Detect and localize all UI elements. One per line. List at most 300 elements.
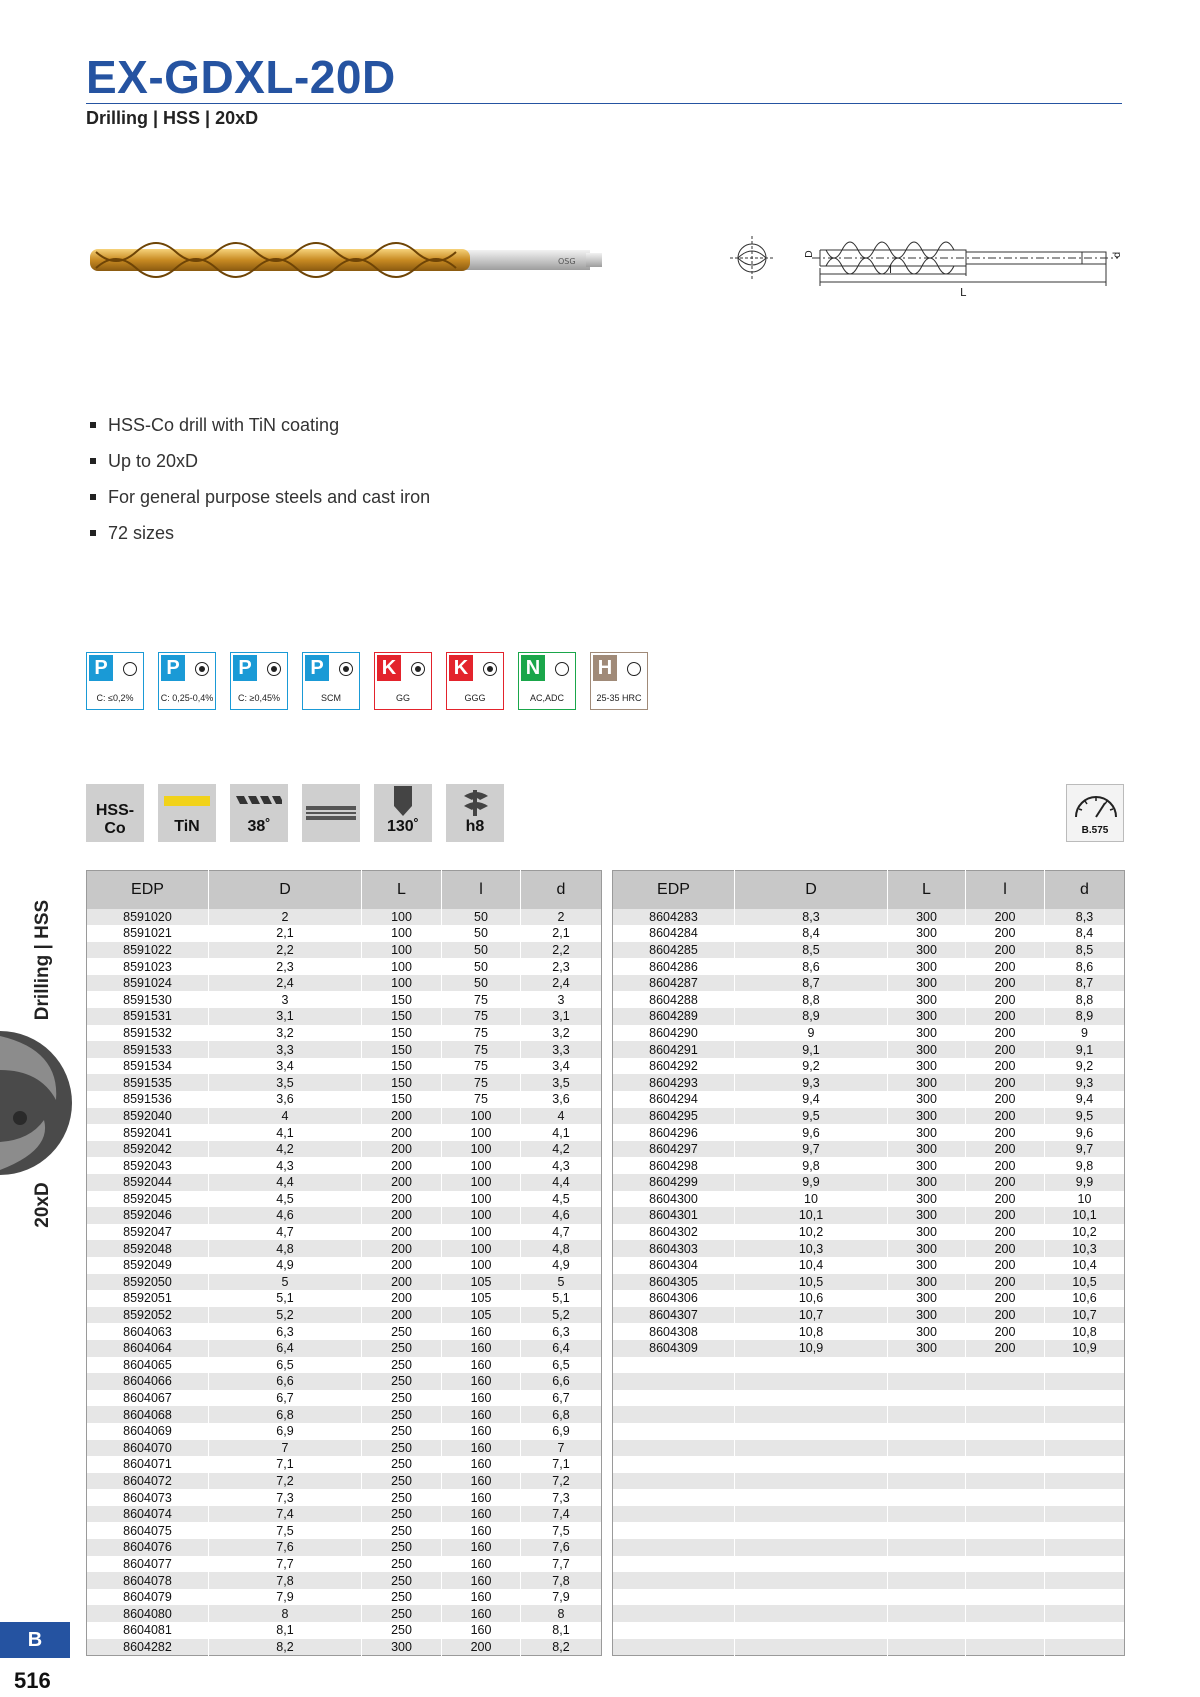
table-cell	[613, 1539, 735, 1556]
table-cell: 75	[442, 1074, 521, 1091]
tool-property-row	[86, 784, 504, 842]
table-cell: 5	[209, 1274, 362, 1291]
table-cell: 8591022	[87, 942, 209, 959]
table-cell	[735, 1589, 888, 1606]
table-row	[613, 925, 1125, 942]
table-cell	[735, 1522, 888, 1539]
table-cell: 8,9	[735, 1008, 888, 1025]
table-cell: 200	[362, 1240, 442, 1257]
table-row	[87, 1307, 602, 1324]
material-condition-label: 25-35 HRC	[596, 693, 642, 703]
table-cell	[735, 1373, 888, 1390]
table-row	[613, 1390, 1125, 1407]
table-cell: 300	[888, 1074, 966, 1091]
table-cell: 9,7	[1045, 1141, 1125, 1158]
feature-item: For general purpose steels and cast iron	[88, 484, 430, 520]
table-cell: 150	[362, 991, 442, 1008]
table-cell: 8604300	[613, 1191, 735, 1208]
table-cell	[735, 1605, 888, 1622]
recommended-dot-icon	[411, 662, 425, 676]
table-cell: 160	[442, 1406, 521, 1423]
table-cell: 105	[442, 1307, 521, 1324]
table-cell: 300	[888, 1008, 966, 1025]
table-row	[613, 1157, 1125, 1174]
coating-color-bar	[164, 796, 210, 806]
table-row	[613, 1506, 1125, 1523]
table-cell: 200	[362, 1257, 442, 1274]
table-cell: 8592045	[87, 1191, 209, 1208]
table-cell: 8592048	[87, 1240, 209, 1257]
table-cell	[888, 1589, 966, 1606]
reference-page-label: B.575	[1081, 825, 1109, 836]
table-cell: 160	[442, 1539, 521, 1556]
table-cell: 200	[966, 958, 1045, 975]
table-cell: 160	[442, 1572, 521, 1589]
table-row	[87, 1074, 602, 1091]
tolerance-label: h8	[465, 818, 485, 835]
table-cell: 200	[966, 1191, 1045, 1208]
table-cell: 300	[888, 1307, 966, 1324]
table-cell: 10,4	[735, 1257, 888, 1274]
table-cell	[966, 1556, 1045, 1573]
table-cell	[1045, 1489, 1125, 1506]
table-row	[87, 1008, 602, 1025]
table-cell	[735, 1456, 888, 1473]
table-cell: 8604297	[613, 1141, 735, 1158]
table-cell: 7,2	[209, 1473, 362, 1490]
table-cell: 300	[888, 1290, 966, 1307]
table-cell: 300	[888, 1025, 966, 1042]
table-row	[613, 1290, 1125, 1307]
table-cell: 300	[888, 1191, 966, 1208]
table-cell: 100	[442, 1224, 521, 1241]
table-row	[613, 1357, 1125, 1374]
table-cell: 8604284	[613, 925, 735, 942]
table-cell: 6,7	[209, 1390, 362, 1407]
table-cell	[966, 1440, 1045, 1457]
table-cell: 4	[521, 1108, 602, 1125]
table-cell: 160	[442, 1622, 521, 1639]
table-cell: 3,2	[209, 1025, 362, 1042]
table-cell: 7,4	[209, 1506, 362, 1523]
table-cell: 200	[966, 1240, 1045, 1257]
table-cell	[735, 1423, 888, 1440]
table-cell: 4,6	[521, 1207, 602, 1224]
table-cell: 4,3	[209, 1157, 362, 1174]
page-subtitle: Drilling | HSS | 20xD	[86, 108, 259, 128]
material-tile-n	[518, 652, 576, 710]
suitable-circle-icon	[123, 662, 137, 676]
table-cell: 50	[442, 975, 521, 992]
table-cell: 200	[362, 1124, 442, 1141]
table-row	[87, 991, 602, 1008]
column-header-L: L	[888, 871, 966, 909]
table-cell: 300	[888, 1141, 966, 1158]
table-cell: 10,9	[735, 1340, 888, 1357]
table-row	[613, 1141, 1125, 1158]
table-row	[87, 909, 602, 926]
table-cell	[613, 1572, 735, 1589]
table-cell: 100	[442, 1257, 521, 1274]
table-cell: 7,1	[209, 1456, 362, 1473]
table-row	[613, 991, 1125, 1008]
table-cell: 9,8	[735, 1157, 888, 1174]
table-row	[87, 1473, 602, 1490]
table-cell: 250	[362, 1406, 442, 1423]
table-cell: 2,2	[521, 942, 602, 959]
material-group-letter: P	[89, 655, 113, 681]
coating-tin-tile	[158, 784, 216, 842]
table-cell: 9,6	[1045, 1124, 1125, 1141]
table-cell: 200	[966, 942, 1045, 959]
table-cell: 10,7	[735, 1307, 888, 1324]
table-row	[613, 1074, 1125, 1091]
table-cell: 8604073	[87, 1489, 209, 1506]
table-cell: 9,7	[735, 1141, 888, 1158]
table-cell: 8604306	[613, 1290, 735, 1307]
table-cell: 250	[362, 1456, 442, 1473]
table-cell	[966, 1639, 1045, 1656]
table-cell: 6,6	[521, 1373, 602, 1390]
material-condition-label: C: ≥0,45%	[238, 693, 280, 703]
table-cell: 8591534	[87, 1058, 209, 1075]
table-cell: 8604295	[613, 1108, 735, 1125]
table-row	[613, 909, 1125, 926]
table-cell: 160	[442, 1589, 521, 1606]
table-cell: 9,5	[735, 1108, 888, 1125]
table-row	[87, 1390, 602, 1407]
table-cell: 100	[442, 1207, 521, 1224]
column-header-D: D	[735, 871, 888, 909]
table-row	[87, 1025, 602, 1042]
helix-angle-tile	[230, 784, 288, 842]
table-cell: 4,7	[209, 1224, 362, 1241]
table-cell: 9,4	[1045, 1091, 1125, 1108]
table-cell: 160	[442, 1340, 521, 1357]
table-cell: 8591535	[87, 1074, 209, 1091]
table-cell: 3,3	[209, 1041, 362, 1058]
table-row	[87, 1224, 602, 1241]
table-cell	[735, 1639, 888, 1656]
table-cell	[966, 1373, 1045, 1390]
table-cell: 2	[521, 909, 602, 926]
dimension-table-right	[612, 870, 1125, 1656]
table-cell: 100	[362, 909, 442, 926]
table-cell: 100	[442, 1124, 521, 1141]
table-cell: 100	[362, 925, 442, 942]
table-cell: 8604290	[613, 1025, 735, 1042]
table-row	[613, 1108, 1125, 1125]
table-cell: 100	[442, 1108, 521, 1125]
table-header-row	[87, 871, 602, 909]
material-label: HSS-Co	[95, 802, 135, 837]
table-row	[87, 1456, 602, 1473]
table-cell: 8592044	[87, 1174, 209, 1191]
table-cell: 200	[966, 925, 1045, 942]
table-cell	[1045, 1423, 1125, 1440]
table-cell	[613, 1357, 735, 1374]
table-cell: 8604069	[87, 1423, 209, 1440]
recommended-dot-icon	[483, 662, 497, 676]
table-cell	[966, 1589, 1045, 1606]
table-cell: 7,3	[521, 1489, 602, 1506]
table-cell	[966, 1456, 1045, 1473]
table-cell	[1045, 1390, 1125, 1407]
table-row	[87, 1274, 602, 1291]
table-cell: 100	[362, 942, 442, 959]
drill-photo	[86, 240, 606, 280]
table-row	[87, 975, 602, 992]
table-cell: 8604289	[613, 1008, 735, 1025]
table-cell	[888, 1456, 966, 1473]
table-cell: 75	[442, 1008, 521, 1025]
table-cell: 250	[362, 1589, 442, 1606]
table-cell: 200	[966, 1290, 1045, 1307]
table-cell: 8604072	[87, 1473, 209, 1490]
table-row	[613, 1274, 1125, 1291]
table-cell: 8604291	[613, 1041, 735, 1058]
table-row	[613, 1323, 1125, 1340]
table-cell: 8604070	[87, 1440, 209, 1457]
table-row	[87, 1605, 602, 1622]
shank-marking: OSG	[558, 257, 576, 266]
suitable-circle-icon	[627, 662, 641, 676]
material-tile-p	[86, 652, 144, 710]
table-cell: 300	[888, 1157, 966, 1174]
table-cell: 50	[442, 925, 521, 942]
table-row	[87, 1539, 602, 1556]
tolerance-tile	[446, 784, 504, 842]
table-cell: 9,6	[735, 1124, 888, 1141]
table-cell: 8,8	[735, 991, 888, 1008]
speed-reference-box[interactable]	[1066, 784, 1124, 842]
table-cell	[888, 1522, 966, 1539]
table-cell: 9,1	[735, 1041, 888, 1058]
table-cell: 300	[888, 1174, 966, 1191]
table-cell: 4,4	[209, 1174, 362, 1191]
table-cell: 250	[362, 1423, 442, 1440]
table-cell: 8591532	[87, 1025, 209, 1042]
table-cell: 300	[888, 1041, 966, 1058]
table-cell: 200	[966, 1025, 1045, 1042]
table-cell: 4,9	[521, 1257, 602, 1274]
table-row	[87, 1174, 602, 1191]
table-cell: 3,5	[521, 1074, 602, 1091]
table-cell: 6,9	[209, 1423, 362, 1440]
table-cell: 8591531	[87, 1008, 209, 1025]
table-row	[613, 1041, 1125, 1058]
table-body-right	[613, 909, 1125, 1656]
material-tile-k	[374, 652, 432, 710]
table-row	[613, 1589, 1125, 1606]
table-row	[87, 1622, 602, 1639]
table-cell: 8591533	[87, 1041, 209, 1058]
table-cell: 8,6	[735, 958, 888, 975]
table-cell	[613, 1589, 735, 1606]
table-cell	[1045, 1506, 1125, 1523]
table-row	[613, 1522, 1125, 1539]
side-subsection-label: 20xD	[32, 1182, 53, 1228]
table-cell: 8604063	[87, 1323, 209, 1340]
table-cell: 200	[966, 1323, 1045, 1340]
table-cell	[1045, 1556, 1125, 1573]
point-angle-tile	[374, 784, 432, 842]
table-cell: 200	[966, 1008, 1045, 1025]
table-cell: 250	[362, 1556, 442, 1573]
material-tile-p	[302, 652, 360, 710]
table-cell: 200	[966, 991, 1045, 1008]
table-row	[613, 1307, 1125, 1324]
table-cell: 200	[966, 1108, 1045, 1125]
table-cell: 8	[209, 1605, 362, 1622]
column-header-edp: EDP	[87, 871, 209, 909]
table-row	[613, 1556, 1125, 1573]
table-cell: 300	[888, 1124, 966, 1141]
table-cell: 2,2	[209, 942, 362, 959]
table-cell: 4,1	[209, 1124, 362, 1141]
table-cell	[966, 1572, 1045, 1589]
table-cell: 200	[966, 1174, 1045, 1191]
table-cell: 300	[888, 942, 966, 959]
table-cell: 200	[966, 1257, 1045, 1274]
table-cell: 250	[362, 1506, 442, 1523]
table-row	[87, 1357, 602, 1374]
table-cell	[888, 1373, 966, 1390]
table-cell: 4,5	[209, 1191, 362, 1208]
table-cell: 9,1	[1045, 1041, 1125, 1058]
table-cell: 300	[888, 1274, 966, 1291]
table-cell: 7,8	[209, 1572, 362, 1589]
table-cell: 150	[362, 1025, 442, 1042]
table-cell	[1045, 1456, 1125, 1473]
table-cell: 8,4	[735, 925, 888, 942]
table-cell: 4,3	[521, 1157, 602, 1174]
table-cell: 10,5	[1045, 1274, 1125, 1291]
table-cell: 160	[442, 1456, 521, 1473]
table-cell	[1045, 1639, 1125, 1656]
page-title: EX-GDXL-20D	[86, 51, 396, 103]
feature-item: 72 sizes	[88, 520, 430, 556]
drawing-label-D: D	[804, 250, 815, 258]
table-cell	[613, 1440, 735, 1457]
table-cell	[966, 1357, 1045, 1374]
table-cell: 250	[362, 1390, 442, 1407]
table-cell: 150	[362, 1041, 442, 1058]
recommended-dot-icon	[339, 662, 353, 676]
material-tile-h	[590, 652, 648, 710]
table-row	[613, 1058, 1125, 1075]
table-cell: 200	[362, 1174, 442, 1191]
table-cell: 200	[966, 1274, 1045, 1291]
table-cell: 250	[362, 1357, 442, 1374]
table-row	[87, 1639, 602, 1656]
table-row	[613, 1456, 1125, 1473]
table-cell	[1045, 1539, 1125, 1556]
table-cell: 6,8	[521, 1406, 602, 1423]
section-tab[interactable]: B	[0, 1622, 70, 1658]
table-row	[87, 1589, 602, 1606]
table-cell: 8604292	[613, 1058, 735, 1075]
table-cell	[735, 1357, 888, 1374]
table-cell	[888, 1406, 966, 1423]
point-angle-label: 130˚	[386, 818, 420, 835]
table-row	[87, 1290, 602, 1307]
table-row	[613, 1406, 1125, 1423]
table-cell: 4	[209, 1108, 362, 1125]
table-cell: 250	[362, 1373, 442, 1390]
table-cell	[888, 1506, 966, 1523]
table-row	[613, 1489, 1125, 1506]
table-row	[613, 1373, 1125, 1390]
table-cell: 3,1	[521, 1008, 602, 1025]
table-cell	[888, 1423, 966, 1440]
table-cell: 8604074	[87, 1506, 209, 1523]
table-cell: 8604309	[613, 1340, 735, 1357]
table-cell	[735, 1489, 888, 1506]
table-cell: 8604296	[613, 1124, 735, 1141]
table-cell: 8604064	[87, 1340, 209, 1357]
table-cell: 10,6	[1045, 1290, 1125, 1307]
table-row	[87, 1506, 602, 1523]
table-cell: 160	[442, 1440, 521, 1457]
table-cell: 75	[442, 1091, 521, 1108]
table-cell: 3,6	[521, 1091, 602, 1108]
table-cell	[613, 1522, 735, 1539]
table-cell	[735, 1406, 888, 1423]
table-cell: 10,8	[1045, 1323, 1125, 1340]
table-row	[613, 1440, 1125, 1457]
table-cell	[1045, 1373, 1125, 1390]
table-row	[87, 1406, 602, 1423]
table-cell: 6,5	[209, 1357, 362, 1374]
table-cell: 9,9	[735, 1174, 888, 1191]
table-cell: 8604080	[87, 1605, 209, 1622]
table-cell: 7	[209, 1440, 362, 1457]
table-cell	[966, 1605, 1045, 1622]
material-group-letter: P	[305, 655, 329, 681]
material-suitability-row	[86, 652, 648, 710]
table-cell	[613, 1605, 735, 1622]
table-cell: 5,2	[521, 1307, 602, 1324]
table-cell: 8591530	[87, 991, 209, 1008]
table-cell	[888, 1539, 966, 1556]
table-cell	[613, 1622, 735, 1639]
table-cell: 8	[521, 1605, 602, 1622]
table-cell: 100	[442, 1141, 521, 1158]
table-cell: 200	[966, 1058, 1045, 1075]
table-cell	[1045, 1406, 1125, 1423]
table-row	[87, 1522, 602, 1539]
table-cell	[613, 1406, 735, 1423]
table-cell: 7	[521, 1440, 602, 1457]
table-cell	[1045, 1589, 1125, 1606]
table-cell: 8592049	[87, 1257, 209, 1274]
table-cell	[735, 1390, 888, 1407]
title-underline	[86, 103, 1122, 104]
table-cell: 200	[966, 975, 1045, 992]
table-cell: 300	[888, 909, 966, 926]
table-cell: 200	[362, 1141, 442, 1158]
table-cell: 4,4	[521, 1174, 602, 1191]
table-cell: 7,9	[209, 1589, 362, 1606]
table-cell: 7,3	[209, 1489, 362, 1506]
table-cell: 300	[888, 1224, 966, 1241]
column-header-d: d	[521, 871, 602, 909]
table-cell: 10	[735, 1191, 888, 1208]
table-cell	[735, 1539, 888, 1556]
table-row	[87, 1141, 602, 1158]
table-cell: 10,7	[1045, 1307, 1125, 1324]
